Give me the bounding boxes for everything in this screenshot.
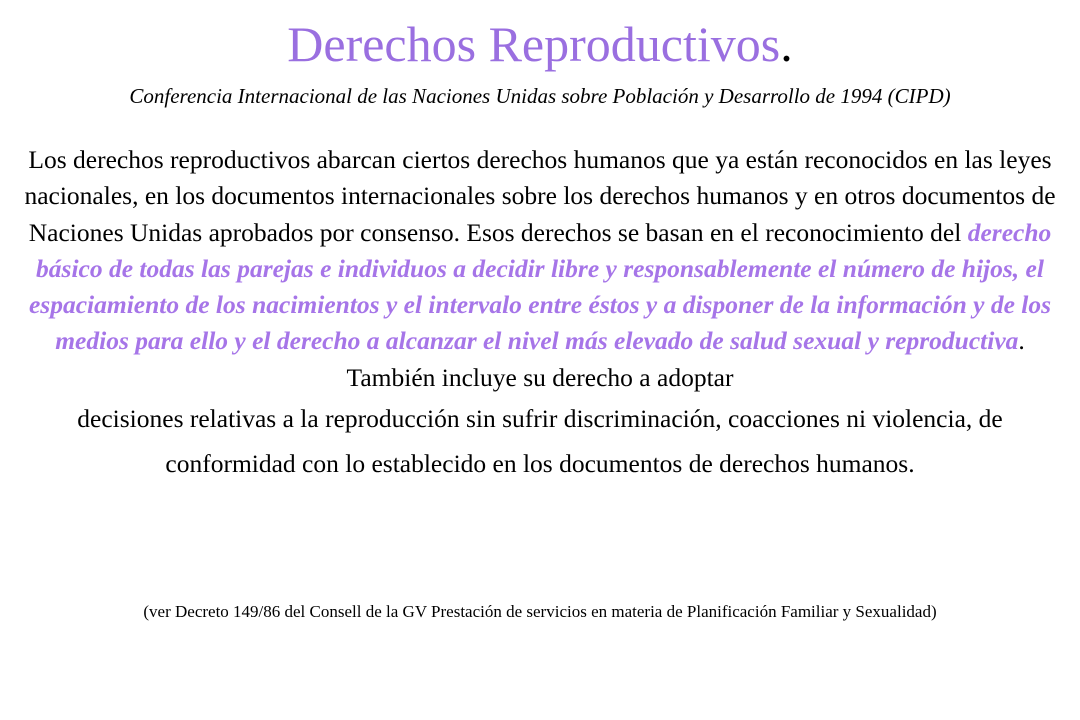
slide-subtitle: Conferencia Internacional de las Naciones Unidas sobre Población y Desarrollo de 1994 (CIPD): [129, 84, 951, 108]
footnote: (ver Decreto 149/86 del Consell de la GV Prestación de servicios en materia de Planificación Familiar y Sexualidad): [143, 602, 937, 621]
body-paragraph: [14, 142, 1066, 486]
body-intro: Los derechos reproductivos abarcan ciertos derechos humanos que ya están reconocidos en las leyes nacionales, en los documentos internacionales sobre los derechos humanos y en otros documentos de Naciones Unidas aprobados por consenso. Esos derechos se basan en el reconocimiento del: [24, 145, 1056, 247]
slide-title-text: Derechos Reproductivos: [287, 16, 781, 72]
slide-title: [0, 14, 1080, 74]
body-tail: decisiones relativas a la reproducción sin sufrir discriminación, coacciones ni violencia, de conformidad con lo establecido en los documentos de derechos humanos.: [77, 404, 1003, 479]
slide-title-period: .: [780, 16, 793, 72]
body-highlight: derecho básico de todas las parejas e individuos a decidir libre y responsablemente el número de hijos, el espaciamiento de los nacimientos y el intervalo entre éstos y a disponer de la información y de los medios para ello y el derecho a alcanzar el nivel más elevado de salud sexual y reproductiva: [28, 217, 1052, 356]
body-after-highlight: . También incluye su derecho a adoptar: [346, 326, 1025, 392]
